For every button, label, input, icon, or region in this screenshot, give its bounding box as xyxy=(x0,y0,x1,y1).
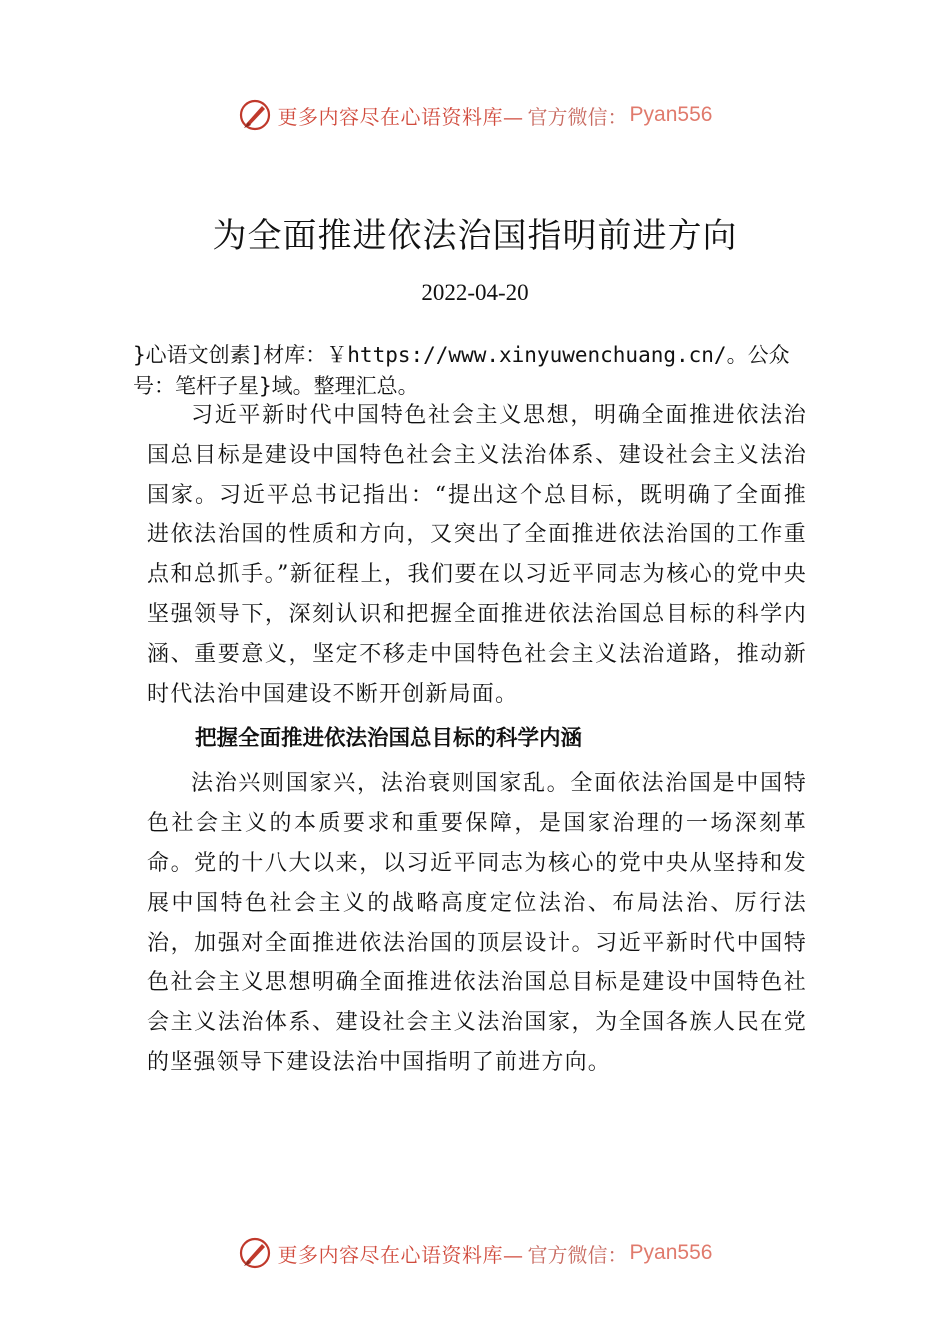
banner-wechat-id: Pyan556 xyxy=(629,103,713,126)
section-heading: 把握全面推进依法治国总目标的科学内涵 xyxy=(195,726,583,752)
header-banner xyxy=(0,95,950,135)
banner-wechat-label: 官方微信： xyxy=(527,1242,628,1267)
paragraph-2: 法治兴则国家兴，法治衰则国家乱。全面依法治国是中国特色社会主义的本质要求和重要保障，是国家治理的一场深刻革命。党的十八大以来，以习近平同志为核心的党中央从坚持和发展中国特色社会主义的战略高度定位法治、布局法治、厉行法治，加强对全面推进依法治国的顶层设计。习近平新时代中国特色社会主义思想明确全面推进依法治国总目标是建设中国特色社会主义法治体系、建设社会主义法治国家，为全国各族人民在党的坚强领导下建设法治中国指明了前进方向。 xyxy=(147,771,807,1075)
article-body xyxy=(147,396,807,1083)
banner-wechat-label: 官方微信： xyxy=(527,104,628,129)
source-note: }心语文创素]材库：￥https://www.xinyuwenchuang.cn/。公众号：笔杆子星}域。整理汇总。 xyxy=(133,343,790,398)
banner-wechat-id: Pyan556 xyxy=(629,1241,713,1264)
banner-text: 更多内容尽在心语资料库— xyxy=(277,104,524,129)
publish-date: 2022-04-20 xyxy=(421,280,529,305)
page-title: 为全面推进依法治国指明前进方向 xyxy=(212,216,738,256)
paragraph-1: 习近平新时代中国特色社会主义思想，明确全面推进依法治国总目标是建设中国特色社会主义法治体系、建设社会主义法治国家。习近平总书记指出：“提出这个总目标，既明确了全面推进依法治国的性质和方向，又突出了全面推进依法治国的工作重点和总抓手。”新征程上，我们要在以习近平同志为核心的党中央坚强领导下，深刻认识和把握全面推进依法治国总目标的科学内涵、重要意义，坚定不移走中国特色社会主义法治道路，推动新时代法治中国建设不断开创新局面。 xyxy=(147,403,807,707)
quill-pen-logo-icon xyxy=(238,1236,272,1270)
footer-banner xyxy=(0,1233,950,1273)
quill-pen-logo-icon xyxy=(238,98,272,132)
banner-text: 更多内容尽在心语资料库— xyxy=(277,1242,524,1267)
